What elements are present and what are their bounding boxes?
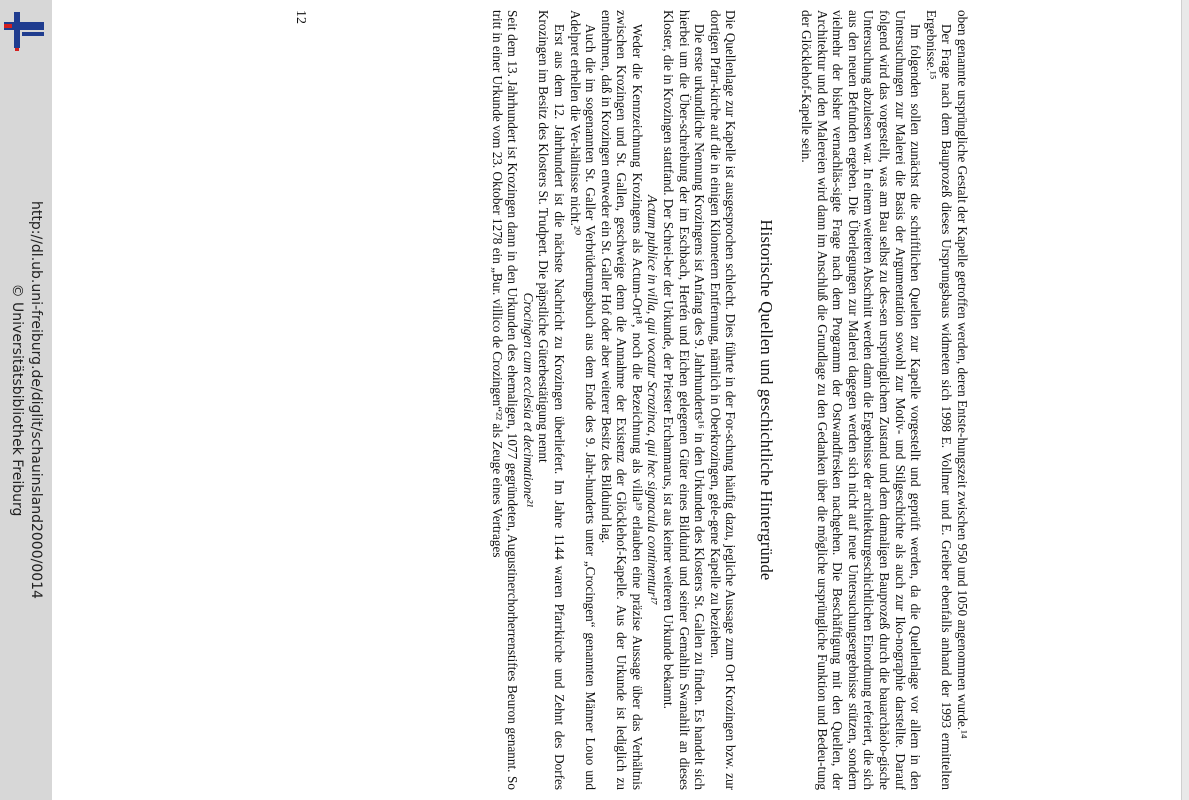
university-logo-icon[interactable] (2, 8, 46, 52)
section-heading: Historische Quellen und geschichtliche Hintergründe (757, 219, 777, 581)
latin-quote: Crocingen cum ecclesia et decimatione²¹ (520, 292, 536, 508)
paragraph: Die Quellenlage zur Kapelle ist ausgesprochen schlecht. Dies führte in der For-schung häufig dazu, jegliche Aussage zum Ort Krozingen bzw. zur dortigen Pfarr-kirche auf die in einigen Kilometern Entfernung, nämlich in Oberkrozingen, gele-gene Kapelle zu beziehen. (707, 10, 739, 790)
paragraph: Der Frage nach dem Bauprozeß dieses Ursprungsbaus widmeten sich 1998 E. Vollmer und E. Greiber ebenfalls anhand der 1993 ermittelten Ergebnisse.¹⁵ (923, 10, 955, 790)
paragraph: Im folgenden sollen zunächst die schriftlichen Quellen zur Kapelle vorgestellt und geprüft werden, da die Quellenlage vor allem in den Untersuchungen zur Malerei die Basis der Argumentation sowohl zur Motiv- und Stilgeschichte als auch zur Iko-nographie darstellte. Darauf folgend wird das vorgestellt, was am Bau selbst zu des-sen ursprünglichem Zustand und dem damaligen Bauprozeß durch die bauarchäolo-gische Untersuchung abzulesen war. In einem weiteren Abschnitt werden dann die Ergebnisse der architekturgeschichtlichen Einordnung referiert, die sich aus den neuen Befunden ergeben. Die Überlegungen zur Malerei dagegen werden sich nicht auf neue Untersuchungsergebnisse stützen, sondern vielmehr der bisher vernachläs-sigte Frage nach dem Programm der Ostwandfresken nachgehen. Die Beschäftigung mit den Quellen, der Architektur und den Malereien wird dann im Anschluß die Grundlage zu den Gedanken über die mögliche ursprüngliche Funktion und Bedeu-tung der Glöcklehof-Kapelle sein. (799, 10, 924, 790)
document-url[interactable]: http://dl.ub.uni-freiburg.de/diglit/schauinsland2000/0014 (28, 201, 44, 599)
paragraph: Die erste urkundliche Nennung Krozingens ist Anfang des 9. Jahrhunderts¹⁶ in den Urkunden des Klosters St. Gallen zu finden. Es handelt sich hierbei um die Über-schreibung der im Eschbach, Hertén und Eichen gelegenen Güter eines Bilduind und seiner Gemahlin Swanahilt an dieses Kloster, die in Krozingen stattfand. Der Schrei-ber der Urkunde, der Priester Erchanmarus, ist aus keiner weiteren Urkunde bekannt. (661, 10, 708, 790)
paragraph: Auch die im sogenannten St. Galler Verbrüderungsbuch aus dem Ende des 9. Jahr-hunderts unter „Crocingen“ genannten Männer Louo und Adelpret erhellen die Ver-hältnisse nicht.²⁰ (567, 10, 599, 790)
scrollbar[interactable] (1181, 0, 1189, 800)
paragraph: Erst aus dem 12. Jahrhundert ist die nächste Nachricht zu Krozingen überliefert. Im Jahre 1144 waren Pfarrkirche und Zehnt des Dorfes Krozingen im Besitz des Klosters St. Trudpert. Die päpstliche Güterbestätigung nennt (536, 10, 567, 790)
paragraph: Weder die Kennzeichnung Krozingens als Actum-Ort¹⁸, noch die Bezeichnung als villa¹⁹ erlauben eine präzise Aussage über das Verhältnis zwischen Krozingen und St. Gallen, geschweige denn die Annahme der Existenz der Glöcklehof-Kapelle. Aus der Urkunde ist lediglich zu entnehmen, daß in Krozingen entweder ein St. Galler Hof oder aber weiterer Besitz des Bilduind lag. (598, 10, 645, 790)
page-number: 12 (293, 10, 308, 24)
copyright-notice: © Universitätsbibliothek Freiburg (9, 283, 25, 517)
paragraph: Seit dem 13. Jahrhundert ist Krozingen dann in den Urkunden des ehemaligen, 1077 gegründeten, Augustinerchorherrenstiftes Beuron genannt. So tritt in einer Urkunde vom 23. Oktober 1278 ein „Bur. villico de Crozingen“²² als Zeuge eines Vertrages (489, 10, 521, 790)
scanned-page (270, 10, 970, 790)
sidebar-caption (7, 201, 45, 599)
viewer-sidebar (0, 0, 52, 800)
page-text-block (489, 10, 970, 790)
latin-quote: Actum publice in villa, qui vocatur Scrozinca, qui hec signacula continentur¹⁷ (645, 194, 661, 606)
paragraph: oben genannte ursprüngliche Gestalt der Kapelle getroffen werden, deren Entste-hungszeit zwischen 950 und 1050 angenommen wurde.¹⁴ (955, 10, 970, 739)
